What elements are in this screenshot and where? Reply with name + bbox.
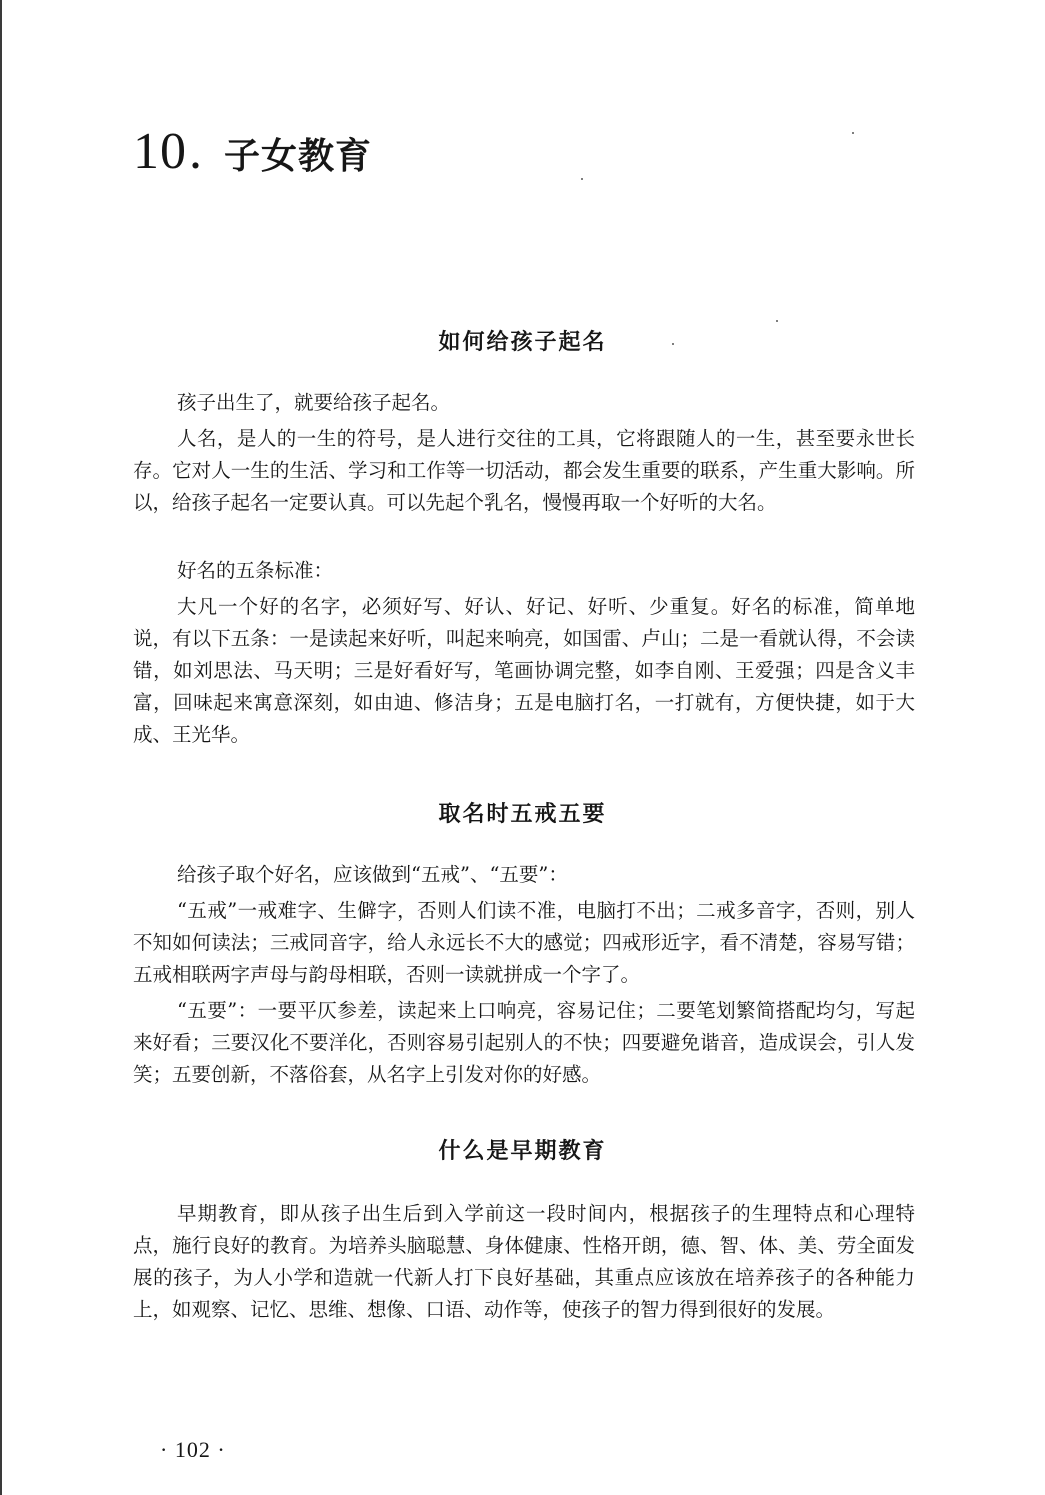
paragraph: 早期教育，即从孩子出生后到入学前这一段时间内，根据孩子的生理特点和心理特点，施行良好的教育。为培养头脑聪慧、身体健康、性格开朗，德、智、体、美、劳全面发展的孩子，为人小学和造就一代新人打下良好基础，其重点应该放在培养孩子的各种能力上，如观察、记忆、思维、想像、口语、动作等，使孩子的智力得到很好的发展。	[133, 1202, 915, 1321]
chapter-title: 子女教育	[224, 136, 373, 177]
section-title-five-rules: 取名时五戒五要	[438, 802, 607, 827]
chapter-number-dot: .	[189, 123, 202, 180]
section-title-early-education: 什么是早期教育	[438, 1139, 607, 1164]
paragraph: 大凡一个好的名字，必须好写、好认、好记、好听、少重复。好名的标准，简单地说，有以下五条：一是读起来好听，叫起来响亮，如国雷、卢山；二是一看就认得，不会读错，如刘思法、马天明；三是好看好写，笔画协调完整，如李自刚、王爱强；四是含义丰富，回味起来寓意深刻，如由迪、修洁身；五是电脑打名，一打就有，方便快捷，如于大成、王光华。	[133, 595, 915, 746]
paragraph: 给孩子取个好名，应该做到“五戒”、“五要”：	[177, 863, 568, 886]
page-edge	[0, 0, 2, 1495]
page-number: · 102 ·	[160, 1437, 226, 1462]
paragraph: 好名的五条标准：	[177, 559, 334, 582]
paragraph: “五戒”一戒难字、生僻字，否则人们读不准，电脑打不出；二戒多音字，否则，别人不知如何读法；三戒同音字，给人永远长不大的感觉；四戒形近字，看不清楚，容易写错；五戒相联两字声母与韵母相联，否则一读就拼成一个字了。	[133, 899, 915, 986]
paragraph: 人名，是人的一生的符号，是人进行交往的工具，它将跟随人的一生，甚至要永世长存。它对人一生的生活、学习和工作等一切活动，都会发生重要的联系，产生重大影响。所以，给孩子起名一定要认真。可以先起个乳名，慢慢再取一个好听的大名。	[133, 427, 915, 514]
scan-speck	[776, 320, 778, 322]
scan-speck	[581, 178, 583, 180]
scan-speck	[852, 132, 854, 134]
scan-speck	[672, 343, 674, 345]
chapter-number: 10	[133, 123, 187, 180]
chapter-heading	[133, 123, 373, 180]
paragraph: 孩子出生了，就要给孩子起名。	[177, 391, 451, 414]
section-title-naming: 如何给孩子起名	[438, 330, 607, 355]
paragraph: “五要”：一要平仄参差，读起来上口响亮，容易记住；二要笔划繁简搭配均匀，写起来好看；三要汉化不要洋化，否则容易引起别人的不快；四要避免谐音，造成误会，引人发笑；五要创新，不落俗套，从名字上引发对你的好感。	[133, 999, 915, 1086]
